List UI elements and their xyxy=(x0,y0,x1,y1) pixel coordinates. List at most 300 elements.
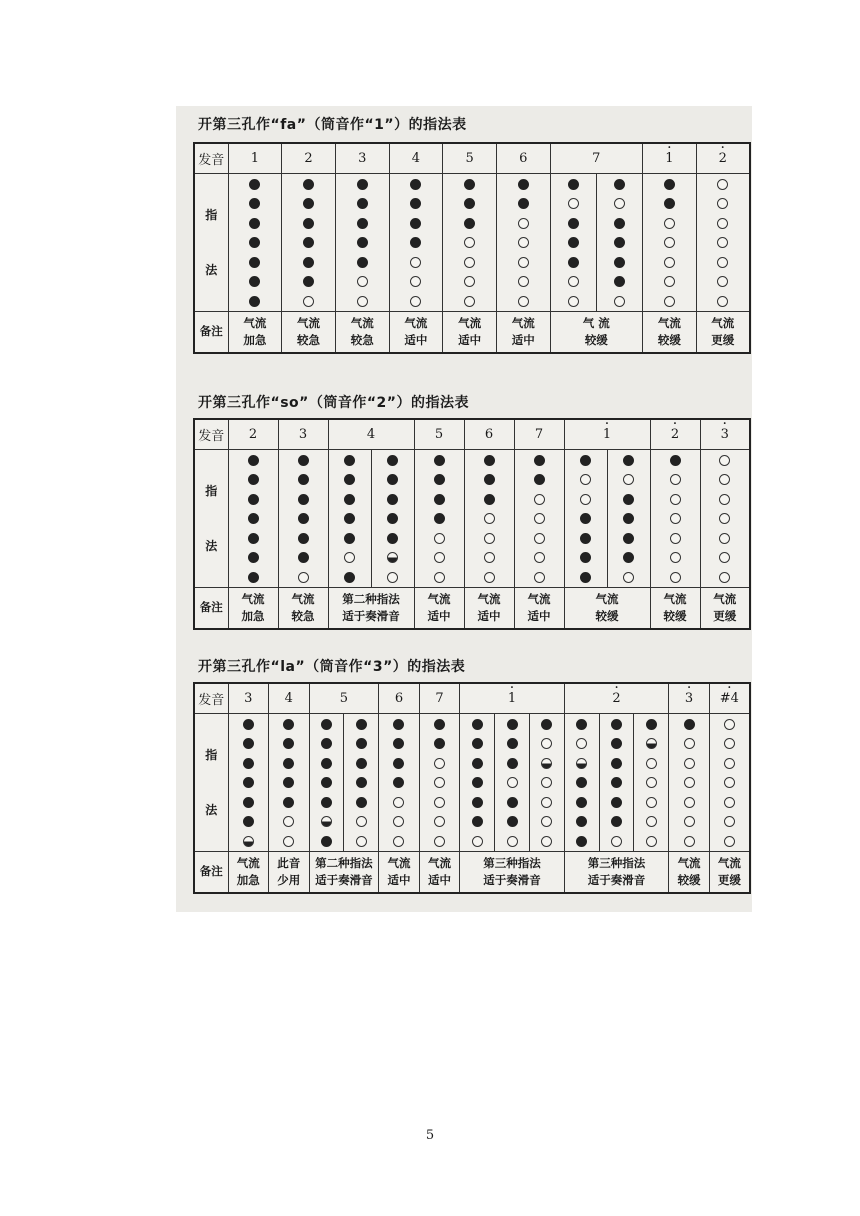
finger-hole-cell xyxy=(669,792,710,812)
finger-hole-cell xyxy=(443,252,497,272)
open-hole-icon xyxy=(541,836,552,847)
finger-hole-cell xyxy=(643,174,697,194)
finger-hole-cell xyxy=(599,753,634,773)
open-hole-icon xyxy=(646,836,657,847)
finger-hole-cell xyxy=(564,831,599,851)
finger-hole-cell xyxy=(309,714,344,734)
open-hole-icon xyxy=(623,572,634,583)
open-hole-icon xyxy=(518,218,529,229)
open-hole-icon xyxy=(719,533,730,544)
open-hole-icon xyxy=(484,572,495,583)
closed-hole-icon xyxy=(393,777,404,788)
finger-hole-cell xyxy=(335,174,389,194)
open-hole-icon xyxy=(434,836,445,847)
closed-hole-icon xyxy=(434,738,445,749)
finger-hole-cell xyxy=(414,509,464,529)
finger-hole-cell xyxy=(564,489,607,509)
closed-hole-icon xyxy=(248,474,259,485)
finger-hole-cell xyxy=(389,174,443,194)
closed-hole-icon xyxy=(321,719,332,730)
remark-cell xyxy=(414,587,464,629)
finger-hole-cell xyxy=(709,831,750,851)
fingering-label-bottom: 法 xyxy=(205,539,218,554)
closed-hole-icon xyxy=(357,237,368,248)
finger-hole-cell xyxy=(335,233,389,253)
finger-hole-cell xyxy=(669,831,710,851)
note-number: · 2 xyxy=(671,427,679,442)
closed-hole-icon xyxy=(249,179,260,190)
finger-hole-cell xyxy=(269,773,310,793)
remark-text: 气流 xyxy=(427,855,451,870)
finger-hole-cell xyxy=(464,509,514,529)
open-hole-icon xyxy=(303,296,314,307)
finger-hole-cell xyxy=(414,567,464,587)
hole-row xyxy=(194,174,750,194)
finger-hole-cell xyxy=(309,831,344,851)
closed-hole-icon xyxy=(576,719,587,730)
pitch-note xyxy=(379,683,420,714)
open-hole-icon xyxy=(283,816,294,827)
open-hole-icon xyxy=(541,816,552,827)
finger-hole-cell xyxy=(371,489,414,509)
finger-hole-cell xyxy=(228,450,278,470)
finger-hole-cell xyxy=(700,567,750,587)
open-hole-icon xyxy=(614,296,625,307)
finger-hole-cell xyxy=(634,792,669,812)
note-number: · 1 xyxy=(603,427,611,442)
remark-text: 加急 xyxy=(241,608,265,623)
finger-hole-cell xyxy=(269,734,310,754)
remark-cell xyxy=(709,851,750,893)
finger-hole-cell xyxy=(550,272,596,292)
finger-hole-cell xyxy=(596,213,642,233)
closed-hole-icon xyxy=(434,513,445,524)
remark-cell xyxy=(464,587,514,629)
finger-hole-cell xyxy=(634,714,669,734)
finger-hole-cell xyxy=(335,194,389,214)
remark-cell xyxy=(650,587,700,629)
remark-cell xyxy=(419,851,460,893)
note-number: 3 xyxy=(244,691,253,706)
finger-hole-cell xyxy=(564,734,599,754)
open-hole-icon xyxy=(534,552,545,563)
open-hole-icon xyxy=(472,836,483,847)
finger-hole-cell xyxy=(529,753,564,773)
note-number: 6 xyxy=(484,427,494,442)
finger-hole-cell xyxy=(335,252,389,272)
pitch-label: 发音 xyxy=(194,683,228,714)
finger-hole-cell xyxy=(643,213,697,233)
finger-hole-cell xyxy=(228,213,282,233)
closed-hole-icon xyxy=(303,237,314,248)
pitch-note xyxy=(389,143,443,174)
note-number: 3 xyxy=(298,427,308,442)
open-hole-icon xyxy=(717,198,728,209)
closed-hole-icon xyxy=(623,513,634,524)
pitch-note xyxy=(709,683,750,714)
finger-hole-cell xyxy=(514,470,564,490)
finger-hole-cell xyxy=(709,812,750,832)
open-hole-icon xyxy=(464,257,475,268)
remark-text: 适中 xyxy=(511,332,535,347)
finger-hole-cell xyxy=(371,548,414,568)
finger-hole-cell xyxy=(550,233,596,253)
closed-hole-icon xyxy=(356,777,367,788)
open-hole-icon xyxy=(464,276,475,287)
remark-text: 气流 xyxy=(657,315,681,330)
open-hole-icon xyxy=(614,198,625,209)
open-hole-icon xyxy=(484,533,495,544)
finger-hole-cell xyxy=(228,528,278,548)
closed-hole-icon xyxy=(303,257,314,268)
open-hole-icon xyxy=(724,758,735,769)
closed-hole-icon xyxy=(248,494,259,505)
half-hole-icon xyxy=(321,816,332,827)
remark-cell xyxy=(564,587,650,629)
closed-hole-icon xyxy=(518,179,529,190)
remark-text: 较缓 xyxy=(677,872,701,887)
pitch-label: 发音 xyxy=(194,143,228,174)
finger-hole-cell xyxy=(607,470,650,490)
fingering-label-top: 指 xyxy=(205,484,218,499)
remark-text: 气流 xyxy=(677,855,701,870)
finger-hole-cell xyxy=(419,734,460,754)
closed-hole-icon xyxy=(434,494,445,505)
open-hole-icon xyxy=(670,533,681,544)
finger-hole-cell xyxy=(700,489,750,509)
finger-hole-cell xyxy=(650,450,700,470)
closed-hole-icon xyxy=(356,719,367,730)
finger-hole-cell xyxy=(269,812,310,832)
closed-hole-icon xyxy=(249,257,260,268)
pitch-row xyxy=(194,683,750,714)
note-number: 4 xyxy=(411,151,421,166)
pitch-note xyxy=(228,143,282,174)
finger-hole-cell xyxy=(278,509,328,529)
hole-row xyxy=(194,734,750,754)
finger-hole-cell xyxy=(643,291,697,311)
open-hole-icon xyxy=(724,797,735,808)
finger-hole-cell xyxy=(371,528,414,548)
remark-text: 气 流 xyxy=(582,315,610,330)
pitch-row xyxy=(194,143,750,174)
finger-hole-cell xyxy=(709,734,750,754)
finger-hole-cell xyxy=(700,509,750,529)
remark-text: 较急 xyxy=(350,332,374,347)
finger-hole-cell xyxy=(344,734,379,754)
finger-hole-cell xyxy=(529,714,564,734)
finger-hole-cell xyxy=(464,450,514,470)
finger-hole-cell xyxy=(389,272,443,292)
finger-hole-cell xyxy=(550,174,596,194)
closed-hole-icon xyxy=(248,533,259,544)
scanned-page-image xyxy=(176,106,752,912)
remark-text: 第二种指法 xyxy=(315,855,373,870)
pitch-note xyxy=(669,683,710,714)
finger-hole-cell xyxy=(496,252,550,272)
open-hole-icon xyxy=(518,237,529,248)
note-number: · 2 xyxy=(719,151,727,166)
closed-hole-icon xyxy=(507,719,518,730)
pitch-note xyxy=(414,419,464,450)
pitch-note xyxy=(443,143,497,174)
closed-hole-icon xyxy=(576,797,587,808)
closed-hole-icon xyxy=(611,758,622,769)
finger-hole-cell xyxy=(607,528,650,548)
open-hole-icon xyxy=(664,296,675,307)
closed-hole-icon xyxy=(321,797,332,808)
finger-hole-cell xyxy=(344,792,379,812)
remark-text: 气流 xyxy=(595,591,619,606)
remark-text: 此音 xyxy=(277,855,301,870)
closed-hole-icon xyxy=(472,816,483,827)
finger-hole-cell xyxy=(309,812,344,832)
remark-text: 适中 xyxy=(477,608,501,623)
table-title-so: 开第三孔作“so”（筒音作“2”）的指法表 xyxy=(198,395,469,411)
pitch-note xyxy=(335,143,389,174)
finger-hole-cell xyxy=(564,509,607,529)
finger-hole-cell xyxy=(414,489,464,509)
remarks-label: 备注 xyxy=(194,311,228,353)
note-number: 3 xyxy=(358,151,367,166)
finger-hole-cell xyxy=(550,194,596,214)
finger-hole-cell xyxy=(599,812,634,832)
finger-hole-cell xyxy=(550,213,596,233)
closed-hole-icon xyxy=(303,198,314,209)
finger-hole-cell xyxy=(514,450,564,470)
finger-hole-cell xyxy=(607,450,650,470)
closed-hole-icon xyxy=(283,738,294,749)
fingering-label xyxy=(194,450,228,588)
open-hole-icon xyxy=(717,218,728,229)
open-hole-icon xyxy=(410,276,421,287)
open-hole-icon xyxy=(611,836,622,847)
fingering-table-fa xyxy=(193,142,751,354)
finger-hole-cell xyxy=(709,792,750,812)
finger-hole-cell xyxy=(634,773,669,793)
table-title-la: 开第三孔作“la”（筒音作“3”）的指法表 xyxy=(198,659,466,675)
remark-text: 气流 xyxy=(711,315,735,330)
fingering-label xyxy=(194,714,228,852)
remark-cell xyxy=(496,311,550,353)
finger-hole-cell xyxy=(389,194,443,214)
finger-hole-cell xyxy=(278,470,328,490)
finger-hole-cell xyxy=(564,773,599,793)
finger-hole-cell xyxy=(650,489,700,509)
finger-hole-cell xyxy=(228,792,269,812)
finger-hole-cell xyxy=(696,272,750,292)
finger-hole-cell xyxy=(414,528,464,548)
remark-text: 适于奏滑音 xyxy=(483,872,541,887)
open-hole-icon xyxy=(719,455,730,466)
closed-hole-icon xyxy=(507,797,518,808)
remark-text: 气流 xyxy=(291,591,315,606)
finger-hole-cell xyxy=(696,233,750,253)
remark-cell xyxy=(328,587,414,629)
note-number: 5 xyxy=(434,427,444,442)
hole-row xyxy=(194,489,750,509)
closed-hole-icon xyxy=(243,758,254,769)
remark-cell xyxy=(335,311,389,353)
open-hole-icon xyxy=(580,474,591,485)
finger-hole-cell xyxy=(460,753,495,773)
finger-hole-cell xyxy=(443,174,497,194)
closed-hole-icon xyxy=(434,474,445,485)
closed-hole-icon xyxy=(298,455,309,466)
remark-cell xyxy=(643,311,697,353)
finger-hole-cell xyxy=(650,567,700,587)
pitch-note xyxy=(278,419,328,450)
remark-text: 第三种指法 xyxy=(587,855,646,870)
closed-hole-icon xyxy=(464,179,475,190)
hole-row xyxy=(194,548,750,568)
remark-cell xyxy=(269,851,310,893)
finger-hole-cell xyxy=(564,528,607,548)
finger-hole-cell xyxy=(634,831,669,851)
finger-hole-cell xyxy=(460,773,495,793)
open-hole-icon xyxy=(534,533,545,544)
hole-row xyxy=(194,470,750,490)
open-hole-icon xyxy=(568,198,579,209)
finger-hole-cell xyxy=(228,509,278,529)
hole-row xyxy=(194,233,750,253)
finger-hole-cell xyxy=(550,252,596,272)
finger-hole-cell xyxy=(696,291,750,311)
closed-hole-icon xyxy=(249,276,260,287)
pitch-note xyxy=(550,143,642,174)
closed-hole-icon xyxy=(507,738,518,749)
open-hole-icon xyxy=(670,474,681,485)
closed-hole-icon xyxy=(611,777,622,788)
finger-hole-cell xyxy=(282,272,336,292)
pitch-note xyxy=(643,143,697,174)
remark-text: 少用 xyxy=(277,872,301,887)
finger-hole-cell xyxy=(700,548,750,568)
finger-hole-cell xyxy=(607,489,650,509)
finger-hole-cell xyxy=(529,812,564,832)
finger-hole-cell xyxy=(599,792,634,812)
fingering-label-top: 指 xyxy=(205,208,218,223)
pitch-note xyxy=(496,143,550,174)
remark-text: 较缓 xyxy=(584,332,608,347)
finger-hole-cell xyxy=(643,272,697,292)
open-hole-icon xyxy=(434,572,445,583)
finger-hole-cell xyxy=(460,714,495,734)
closed-hole-icon xyxy=(344,572,355,583)
closed-hole-icon xyxy=(357,218,368,229)
finger-hole-cell xyxy=(228,812,269,832)
closed-hole-icon xyxy=(611,738,622,749)
fingering-label-bottom: 法 xyxy=(205,803,218,818)
note-number: 2 xyxy=(304,151,313,166)
finger-hole-cell xyxy=(389,252,443,272)
closed-hole-icon xyxy=(484,494,495,505)
pitch-note xyxy=(228,683,269,714)
finger-hole-cell xyxy=(443,272,497,292)
finger-hole-cell xyxy=(379,714,420,734)
closed-hole-icon xyxy=(249,198,260,209)
finger-hole-cell xyxy=(335,291,389,311)
closed-hole-icon xyxy=(611,816,622,827)
closed-hole-icon xyxy=(344,455,355,466)
finger-hole-cell xyxy=(228,567,278,587)
open-hole-icon xyxy=(410,257,421,268)
hole-row xyxy=(194,272,750,292)
finger-hole-cell xyxy=(464,548,514,568)
closed-hole-icon xyxy=(568,237,579,248)
remark-text: 气流 xyxy=(427,591,451,606)
remark-cell xyxy=(696,311,750,353)
remark-text: 第二种指法 xyxy=(342,591,400,606)
remark-text: 加急 xyxy=(243,332,267,347)
finger-hole-cell xyxy=(269,792,310,812)
closed-hole-icon xyxy=(534,455,545,466)
finger-hole-cell xyxy=(529,831,564,851)
remark-cell xyxy=(309,851,379,893)
closed-hole-icon xyxy=(243,738,254,749)
finger-hole-cell xyxy=(529,792,564,812)
remarks-row xyxy=(194,587,750,629)
remark-cell xyxy=(514,587,564,629)
closed-hole-icon xyxy=(248,552,259,563)
open-hole-icon xyxy=(507,836,518,847)
note-number: 5 xyxy=(465,151,474,166)
finger-hole-cell xyxy=(278,528,328,548)
finger-hole-cell xyxy=(599,831,634,851)
open-hole-icon xyxy=(717,296,728,307)
finger-hole-cell xyxy=(228,753,269,773)
pitch-note xyxy=(419,683,460,714)
finger-hole-cell xyxy=(529,734,564,754)
finger-hole-cell xyxy=(344,773,379,793)
remarks-row xyxy=(194,851,750,893)
finger-hole-cell xyxy=(282,233,336,253)
remark-text: 气流 xyxy=(458,315,482,330)
remark-text: 气流 xyxy=(527,591,551,606)
finger-hole-cell xyxy=(460,831,495,851)
remark-cell xyxy=(379,851,420,893)
finger-hole-cell xyxy=(696,252,750,272)
finger-hole-cell xyxy=(228,174,282,194)
finger-hole-cell xyxy=(278,489,328,509)
closed-hole-icon xyxy=(298,494,309,505)
remark-cell xyxy=(669,851,710,893)
closed-hole-icon xyxy=(321,777,332,788)
open-hole-icon xyxy=(670,494,681,505)
closed-hole-icon xyxy=(249,218,260,229)
closed-hole-icon xyxy=(410,237,421,248)
hole-row xyxy=(194,831,750,851)
closed-hole-icon xyxy=(298,533,309,544)
finger-hole-cell xyxy=(328,509,371,529)
open-hole-icon xyxy=(356,816,367,827)
finger-hole-cell xyxy=(419,773,460,793)
remark-text: 较急 xyxy=(291,608,315,623)
open-hole-icon xyxy=(298,572,309,583)
remark-cell xyxy=(228,587,278,629)
closed-hole-icon xyxy=(684,719,695,730)
pitch-note xyxy=(564,419,650,450)
hole-row xyxy=(194,509,750,529)
remark-text: 更缓 xyxy=(711,332,735,347)
finger-hole-cell xyxy=(344,831,379,851)
remark-cell xyxy=(443,311,497,353)
finger-hole-cell xyxy=(464,528,514,548)
open-hole-icon xyxy=(534,494,545,505)
remark-cell xyxy=(550,311,642,353)
closed-hole-icon xyxy=(393,758,404,769)
closed-hole-icon xyxy=(283,719,294,730)
